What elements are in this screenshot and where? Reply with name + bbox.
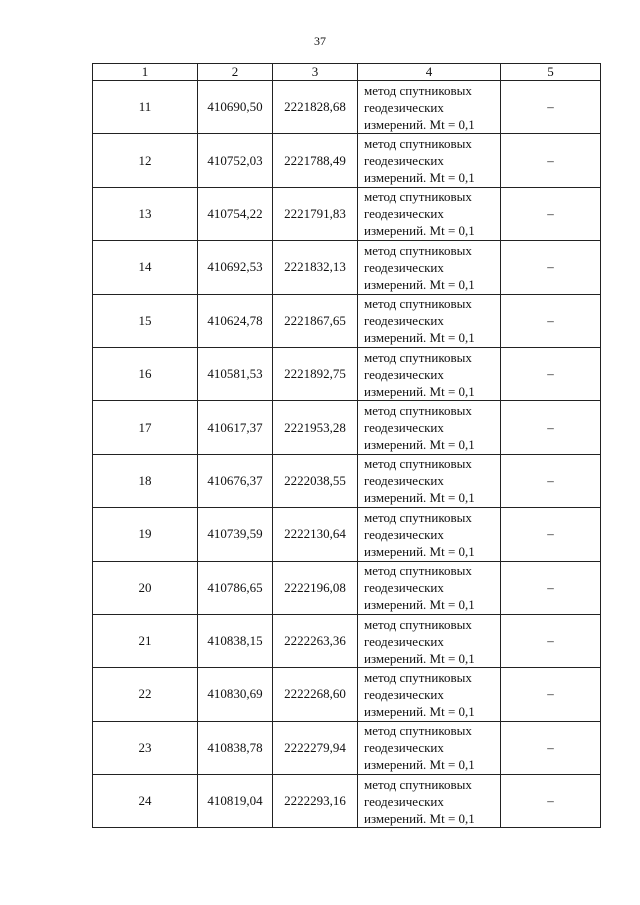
coordinate-y-cell: 2221832,13 (273, 241, 358, 294)
coordinate-x-cell: 410617,37 (198, 401, 273, 454)
method-line: геодезических (364, 473, 444, 489)
point-number-cell: 12 (93, 134, 198, 187)
point-number-cell: 19 (93, 508, 198, 561)
method-line: измерений. Mt = 0,1 (364, 543, 475, 559)
method-line: измерений. Mt = 0,1 (364, 116, 475, 132)
method-line: геодезических (364, 526, 444, 542)
note-cell: – (501, 401, 601, 454)
method-line: геодезических (364, 99, 444, 115)
table-row (93, 721, 601, 774)
note-cell: – (501, 508, 601, 561)
method-line: метод спутниковых (364, 403, 472, 419)
coordinate-y-cell: 2222263,36 (273, 614, 358, 667)
table-row (93, 614, 601, 667)
table-body (93, 81, 601, 828)
table-row (93, 668, 601, 721)
method-line: измерений. Mt = 0,1 (364, 757, 475, 773)
coordinate-x-cell: 410624,78 (198, 294, 273, 347)
method-cell (358, 134, 501, 187)
column-header-5: 5 (501, 64, 601, 81)
point-number-cell: 16 (93, 347, 198, 400)
method-line: метод спутниковых (364, 509, 472, 525)
point-number-cell: 15 (93, 294, 198, 347)
column-header-2: 2 (198, 64, 273, 81)
method-line: геодезических (364, 420, 444, 436)
coordinate-x-cell: 410752,03 (198, 134, 273, 187)
method-cell (358, 454, 501, 507)
point-number-cell: 17 (93, 401, 198, 454)
method-line: метод спутниковых (364, 456, 472, 472)
coordinate-x-cell: 410786,65 (198, 561, 273, 614)
method-line: измерений. Mt = 0,1 (364, 703, 475, 719)
coordinate-x-cell: 410676,37 (198, 454, 273, 507)
table-row (93, 775, 601, 828)
point-number-cell: 24 (93, 775, 198, 828)
method-line: измерений. Mt = 0,1 (364, 650, 475, 666)
method-line: метод спутниковых (364, 296, 472, 312)
coordinate-x-cell: 410819,04 (198, 775, 273, 828)
coordinate-y-cell: 2221892,75 (273, 347, 358, 400)
coordinate-x-cell: 410690,50 (198, 81, 273, 134)
method-line: метод спутниковых (364, 563, 472, 579)
method-line: геодезических (364, 633, 444, 649)
method-line: геодезических (364, 793, 444, 809)
method-cell (358, 81, 501, 134)
note-cell: – (501, 561, 601, 614)
table-header (93, 64, 601, 81)
method-line: геодезических (364, 740, 444, 756)
point-number-cell: 22 (93, 668, 198, 721)
note-cell: – (501, 721, 601, 774)
method-line: измерений. Mt = 0,1 (364, 490, 475, 506)
table-row (93, 454, 601, 507)
table-row (93, 401, 601, 454)
method-cell (358, 401, 501, 454)
coordinate-y-cell: 2221953,28 (273, 401, 358, 454)
point-number-cell: 13 (93, 187, 198, 240)
note-cell: – (501, 241, 601, 294)
method-line: геодезических (364, 313, 444, 329)
coordinate-x-cell: 410830,69 (198, 668, 273, 721)
method-line: метод спутниковых (364, 189, 472, 205)
coordinate-y-cell: 2222196,08 (273, 561, 358, 614)
coordinate-y-cell: 2222130,64 (273, 508, 358, 561)
method-cell (358, 241, 501, 294)
method-line: измерений. Mt = 0,1 (364, 597, 475, 613)
method-line: измерений. Mt = 0,1 (364, 170, 475, 186)
method-line: метод спутниковых (364, 82, 472, 98)
method-line: измерений. Mt = 0,1 (364, 383, 475, 399)
note-cell: – (501, 775, 601, 828)
method-cell (358, 668, 501, 721)
method-cell (358, 508, 501, 561)
column-header-1: 1 (93, 64, 198, 81)
method-line: геодезических (364, 366, 444, 382)
point-number-cell: 23 (93, 721, 198, 774)
coordinate-x-cell: 410692,53 (198, 241, 273, 294)
table-row (93, 241, 601, 294)
method-line: метод спутниковых (364, 136, 472, 152)
coordinate-y-cell: 2222268,60 (273, 668, 358, 721)
table-row (93, 81, 601, 134)
method-line: измерений. Mt = 0,1 (364, 437, 475, 453)
coordinate-x-cell: 410739,59 (198, 508, 273, 561)
coordinate-y-cell: 2221867,65 (273, 294, 358, 347)
method-line: метод спутниковых (364, 776, 472, 792)
method-cell (358, 347, 501, 400)
method-cell (358, 294, 501, 347)
method-line: измерений. Mt = 0,1 (364, 276, 475, 292)
method-line: измерений. Mt = 0,1 (364, 223, 475, 239)
table-row (93, 508, 601, 561)
header-row (93, 64, 601, 81)
point-number-cell: 21 (93, 614, 198, 667)
note-cell: – (501, 347, 601, 400)
method-line: измерений. Mt = 0,1 (364, 810, 475, 826)
method-cell (358, 721, 501, 774)
coordinate-x-cell: 410754,22 (198, 187, 273, 240)
coordinate-y-cell: 2221788,49 (273, 134, 358, 187)
note-cell: – (501, 187, 601, 240)
coordinate-x-cell: 410838,15 (198, 614, 273, 667)
table-row (93, 347, 601, 400)
method-cell (358, 561, 501, 614)
method-line: геодезических (364, 206, 444, 222)
coordinate-y-cell: 2221828,68 (273, 81, 358, 134)
note-cell: – (501, 81, 601, 134)
method-line: метод спутниковых (364, 669, 472, 685)
method-line: геодезических (364, 686, 444, 702)
note-cell: – (501, 294, 601, 347)
note-cell: – (501, 454, 601, 507)
method-cell (358, 775, 501, 828)
point-number-cell: 14 (93, 241, 198, 294)
note-cell: – (501, 668, 601, 721)
table-row (93, 561, 601, 614)
method-line: метод спутниковых (364, 616, 472, 632)
point-number-cell: 18 (93, 454, 198, 507)
method-line: геодезических (364, 259, 444, 275)
method-line: геодезических (364, 580, 444, 596)
table-row (93, 134, 601, 187)
note-cell: – (501, 614, 601, 667)
method-line: геодезических (364, 153, 444, 169)
column-header-4: 4 (358, 64, 501, 81)
coordinate-x-cell: 410581,53 (198, 347, 273, 400)
method-cell (358, 187, 501, 240)
coordinate-y-cell: 2221791,83 (273, 187, 358, 240)
page-number: 37 (314, 34, 326, 48)
method-line: метод спутниковых (364, 723, 472, 739)
method-line: измерений. Mt = 0,1 (364, 330, 475, 346)
method-cell (358, 614, 501, 667)
coordinate-y-cell: 2222279,94 (273, 721, 358, 774)
coordinate-x-cell: 410838,78 (198, 721, 273, 774)
note-cell: – (501, 134, 601, 187)
point-number-cell: 20 (93, 561, 198, 614)
point-number-cell: 11 (93, 81, 198, 134)
method-line: метод спутниковых (364, 349, 472, 365)
coordinate-y-cell: 2222038,55 (273, 454, 358, 507)
method-line: метод спутниковых (364, 242, 472, 258)
table-row (93, 187, 601, 240)
column-header-3: 3 (273, 64, 358, 81)
coordinates-table (92, 63, 601, 828)
table-row (93, 294, 601, 347)
coordinate-y-cell: 2222293,16 (273, 775, 358, 828)
